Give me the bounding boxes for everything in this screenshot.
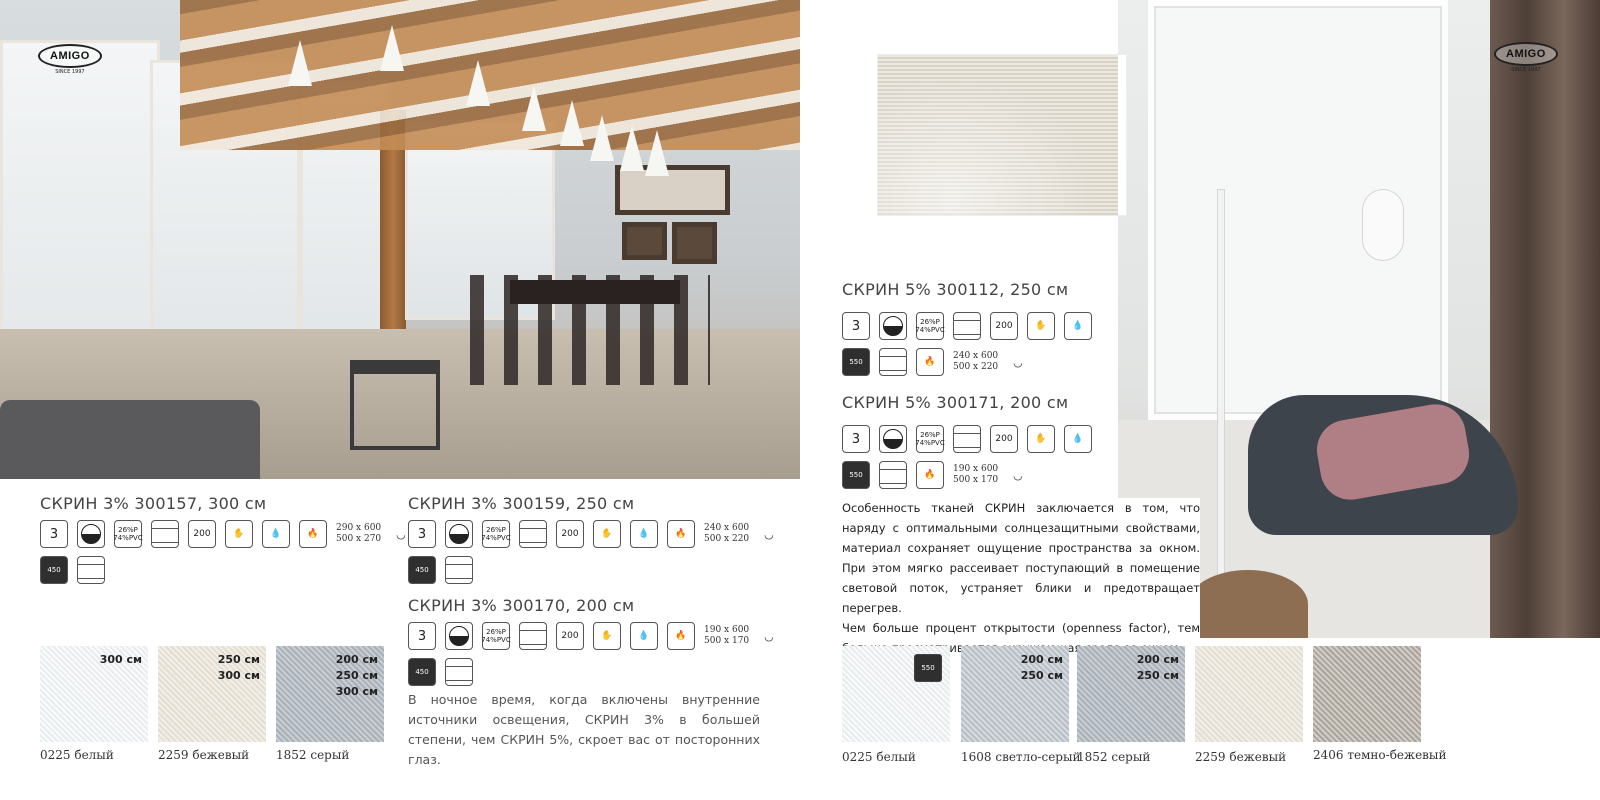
composition-icon: 26%P 74%PVC — [482, 622, 510, 650]
roll-icon — [519, 622, 547, 650]
description-paragraph: Особенность тканей СКРИН заключается в том, что наряду с оптимальными солнцезащитными свойствами, материал сохраняет ощущение пространства за окном. При этом мягко рассеивает поступающий в помещение световой поток, устраняет блики и предотвращает перегрев. — [842, 501, 1200, 615]
light-blocking-icon — [879, 312, 907, 340]
pendant-lamp — [645, 130, 669, 176]
amigo-logo — [38, 44, 102, 75]
temperature-icon: 200 — [556, 520, 584, 548]
product-title: СКРИН 3% 300157, 300 см — [40, 494, 267, 513]
product-title: СКРИН 3% 300170, 200 см — [408, 596, 635, 615]
logo-since: SINCE 1997 — [1511, 67, 1541, 73]
water-resistant-icon: 💧 — [630, 622, 658, 650]
weight-icon: 550 — [842, 461, 870, 489]
logo-wordmark: AMIGO — [38, 44, 102, 68]
arc-icon: ◡ — [1013, 468, 1023, 482]
light-blocking-icon — [77, 520, 105, 548]
wall-picture — [615, 165, 730, 215]
composition-icon: 26%P 74%PVC — [482, 520, 510, 548]
sofa — [0, 400, 260, 479]
fire-resistant-icon: 🔥 — [916, 348, 944, 376]
wood-ceiling-beams — [180, 0, 800, 150]
logo-since: SINCE 1997 — [55, 69, 85, 75]
pendant-lamp — [620, 125, 644, 171]
roll-icon — [953, 425, 981, 453]
product-icons — [408, 622, 774, 650]
hand-wash-icon: ✋ — [225, 520, 253, 548]
product-icons-row2 — [842, 461, 1023, 489]
pendant-lamp — [522, 85, 546, 131]
window-with-screen-blind — [1148, 0, 1448, 420]
light-blocking-icon — [879, 425, 907, 453]
fabric-swatch — [1195, 646, 1303, 742]
swatch-label: 1852 серый — [1077, 750, 1151, 764]
arc-icon: ◡ — [764, 629, 774, 643]
dimensions: 290 x 600 500 x 270 — [336, 523, 382, 544]
weight-icon: 450 — [40, 556, 68, 584]
fabric-swatch — [276, 646, 384, 742]
temperature-icon: 200 — [990, 425, 1018, 453]
fabric-swatch — [158, 646, 266, 742]
fire-resistant-icon: 🔥 — [667, 622, 695, 650]
fabric-swatch — [40, 646, 148, 742]
swatch-label: 0225 белый — [842, 750, 916, 764]
hand-wash-icon: ✋ — [593, 520, 621, 548]
swatch-sizes: 250 см 300 см — [217, 653, 260, 682]
hand-wash-icon: ✋ — [593, 622, 621, 650]
fabric-swatch — [1077, 646, 1185, 742]
wall-picture — [672, 222, 717, 264]
pendant-lamp — [380, 25, 404, 71]
curtain — [1490, 0, 1600, 638]
swatch-sizes: 200 см 250 см — [1020, 653, 1063, 682]
amigo-logo — [1494, 42, 1558, 73]
product-icons-row2 — [40, 556, 105, 584]
composition-icon: 26%P 74%PVC — [114, 520, 142, 548]
composition-icon: 26%P 74%PVC — [916, 312, 944, 340]
product-icons-row2 — [408, 556, 473, 584]
pendant-lamp — [590, 115, 614, 161]
composition-icon: 26%P 74%PVC — [916, 425, 944, 453]
weight-icon: 550 — [842, 348, 870, 376]
dining-table — [510, 280, 680, 304]
roll-icon — [445, 556, 473, 584]
light-blocking-icon — [445, 622, 473, 650]
fabric-swatch — [1313, 646, 1421, 742]
swatch-label: 1852 серый — [276, 748, 350, 762]
description-paragraph: Чем больше процент открытости (openness factor), тем — [842, 621, 1200, 635]
product-icons — [408, 520, 774, 548]
roll-icon — [77, 556, 105, 584]
arc-icon: ◡ — [396, 527, 406, 541]
side-table — [1188, 570, 1308, 638]
hand-wash-icon: ✋ — [1027, 425, 1055, 453]
temperature-icon: 200 — [990, 312, 1018, 340]
fire-resistant-icon: 🔥 — [299, 520, 327, 548]
product-title: СКРИН 5% 300171, 200 см — [842, 393, 1069, 412]
swatch-sizes: 200 см 250 см — [1136, 653, 1179, 682]
opacity-icon: 3 — [842, 312, 870, 340]
swatch-label: 2259 бежевый — [158, 748, 250, 762]
hand-wash-icon: ✋ — [1027, 312, 1055, 340]
dimensions: 240 x 600 500 x 220 — [704, 523, 750, 544]
water-resistant-icon: 💧 — [1064, 425, 1092, 453]
swatch-label: 2259 бежевый — [1195, 750, 1287, 764]
water-resistant-icon: 💧 — [630, 520, 658, 548]
product-icons — [40, 520, 406, 548]
fabric-closeup-photo — [878, 55, 1126, 215]
opacity-icon: 3 — [842, 425, 870, 453]
weight-icon: 450 — [408, 658, 436, 686]
product-icons-row2 — [408, 658, 473, 686]
product-title: СКРИН 3% 300159, 250 см — [408, 494, 635, 513]
arc-icon: ◡ — [764, 527, 774, 541]
pendant-lamp — [288, 40, 312, 86]
weight-icon: 450 — [408, 556, 436, 584]
swatch-label: 0225 белый — [40, 748, 114, 762]
opacity-icon: 3 — [408, 622, 436, 650]
product-icons — [842, 425, 1092, 453]
product-icons — [842, 312, 1092, 340]
pendant-lamp — [560, 100, 584, 146]
wall-picture — [622, 222, 667, 260]
fire-resistant-icon: 🔥 — [667, 520, 695, 548]
dimensions: 190 x 600 500 x 170 — [704, 625, 750, 646]
night-text: В ночное время, когда включены внутренние источники освещения, СКРИН 3% в большей степени, чем СКРИН 5%, скроет вас от посторонних глаз. — [408, 692, 760, 767]
interior-photo-dining — [0, 0, 800, 479]
arc-icon: ◡ — [1013, 355, 1023, 369]
roll-icon — [953, 312, 981, 340]
floor-lamp — [1218, 190, 1224, 630]
temperature-icon: 200 — [188, 520, 216, 548]
swatch-label: 2406 темно-бежевый — [1313, 748, 1447, 762]
swatch-label: 1608 светло-серый — [961, 750, 1081, 764]
fabric-swatch — [961, 646, 1069, 742]
opacity-icon: 3 — [408, 520, 436, 548]
roll-icon — [519, 520, 547, 548]
fire-resistant-icon: 🔥 — [916, 461, 944, 489]
swatch-sizes: 300 см — [99, 653, 142, 666]
swatch-sizes: 200 см 250 см 300 см — [335, 653, 378, 698]
product-icons-row2 — [842, 348, 1023, 376]
side-table — [350, 360, 440, 450]
dimensions: 240 x 600 500 x 220 — [953, 351, 999, 372]
pendant-lamp — [466, 60, 490, 106]
roll-icon — [879, 461, 907, 489]
lamp-head — [1363, 190, 1403, 260]
product-title: СКРИН 5% 300112, 250 см — [842, 280, 1069, 299]
roll-icon — [879, 348, 907, 376]
roll-icon — [151, 520, 179, 548]
dimensions: 190 x 600 500 x 170 — [953, 464, 999, 485]
water-resistant-icon: 💧 — [262, 520, 290, 548]
roll-icon — [445, 658, 473, 686]
description-block — [842, 498, 1200, 658]
temperature-icon: 200 — [556, 622, 584, 650]
weight-icon: 550 — [914, 654, 942, 682]
opacity-icon: 3 — [40, 520, 68, 548]
logo-wordmark: AMIGO — [1494, 42, 1558, 66]
fabric-swatch — [842, 646, 950, 742]
water-resistant-icon: 💧 — [1064, 312, 1092, 340]
light-blocking-icon — [445, 520, 473, 548]
